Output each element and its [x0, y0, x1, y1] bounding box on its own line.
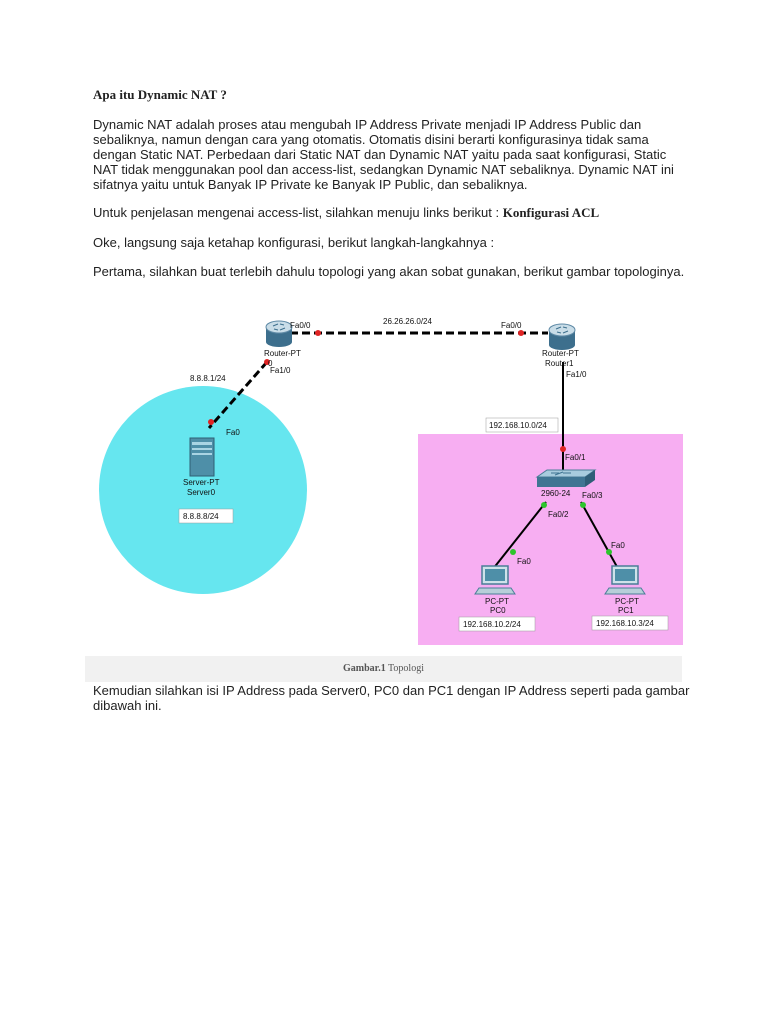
link-status-dot [208, 419, 214, 425]
server-ip: 8.8.8.8/24 [183, 512, 219, 521]
link-status-dot [510, 549, 516, 555]
article-heading: Apa itu Dynamic NAT ? [93, 87, 227, 102]
server-port: Fa0 [226, 428, 240, 437]
wan-network-label: 26.26.26.0/24 [383, 317, 432, 326]
acl-link[interactable]: Konfigurasi ACL [502, 205, 600, 220]
link-status-dot [580, 502, 586, 508]
lan-zone [418, 434, 683, 645]
server-name: Server0 [187, 488, 216, 497]
router1-port-bottom: Fa1/0 [566, 370, 587, 379]
paragraph-acl [93, 205, 693, 220]
lan-network-label: 192.168.10.0/24 [489, 421, 547, 430]
pc0-name: PC0 [490, 606, 506, 615]
link-status-dot [315, 330, 321, 336]
topology-diagram [85, 300, 685, 656]
server-type: Server-PT [183, 478, 220, 487]
link-status-dot [518, 330, 524, 336]
figure-caption [85, 656, 682, 682]
router0-port-top: Fa0/0 [290, 321, 311, 330]
router1-id: Router1 [545, 359, 574, 368]
server-icon[interactable] [190, 438, 214, 476]
router1-name: Router-PT [542, 349, 579, 358]
switch-port-right: Fa0/3 [582, 491, 603, 500]
router0-icon[interactable] [266, 321, 292, 347]
paragraph-topology: Pertama, silahkan buat terlebih dahulu topologi yang akan sobat gunakan, berikut gambar topologinya. [93, 264, 685, 279]
pc0-port: Fa0 [517, 557, 531, 566]
switch-name: 2960-24 [541, 489, 571, 498]
paragraph-intro: Dynamic NAT adalah proses atau mengubah IP Address Private menjadi IP Address Public dan sebaliknya, namun dengan cara yang otomatis. Otomatis disini berarti konfigurasinya tidak sama dengan Static NAT. Perbedaan dari Static NAT dan Dynamic NAT yaitu pada saat konfigurasi, Static NAT tidak menggunakan pool dan access-list, sedangkan Dynamic NAT sebaliknya. Dynamic NAT ini sifatnya yaitu untuk Banyak IP Private ke Banyak IP Public, dan sebaliknya. [93, 117, 674, 192]
pc1-name: PC1 [618, 606, 634, 615]
router1-icon[interactable] [549, 324, 575, 350]
pc0-type: PC-PT [485, 597, 509, 606]
router0-name: Router-PT [264, 349, 301, 358]
server-link-label: 8.8.8.1/24 [190, 374, 226, 383]
router0-port-bottom: Fa1/0 [270, 366, 291, 375]
link-status-dot [541, 502, 547, 508]
router0-id: 0 [268, 359, 273, 368]
link-status-dot [560, 446, 566, 452]
pc1-type: PC-PT [615, 597, 639, 606]
paragraph-steps: Oke, langsung saja ketahap konfigurasi, berikut langkah-langkahnya : [93, 235, 495, 250]
switch-port-top: Fa0/1 [565, 453, 586, 462]
pc1-ip: 192.168.10.3/24 [596, 619, 654, 628]
switch-port-left: Fa0/2 [548, 510, 569, 519]
pc1-port: Fa0 [611, 541, 625, 550]
caption-label: Gambar.1 [343, 663, 386, 674]
switch-icon[interactable] [537, 470, 595, 487]
caption-text: Topologi [385, 663, 424, 674]
paragraph-ip-instructions: Kemudian silahkan isi IP Address pada Server0, PC0 dan PC1 dengan IP Address seperti pada gambar dibawah ini. [93, 683, 690, 713]
pc0-ip: 192.168.10.2/24 [463, 620, 521, 629]
acl-text: Untuk penjelasan mengenai access-list, silahkan menuju links berikut : [93, 205, 503, 220]
router1-port-left: Fa0/0 [501, 321, 522, 330]
